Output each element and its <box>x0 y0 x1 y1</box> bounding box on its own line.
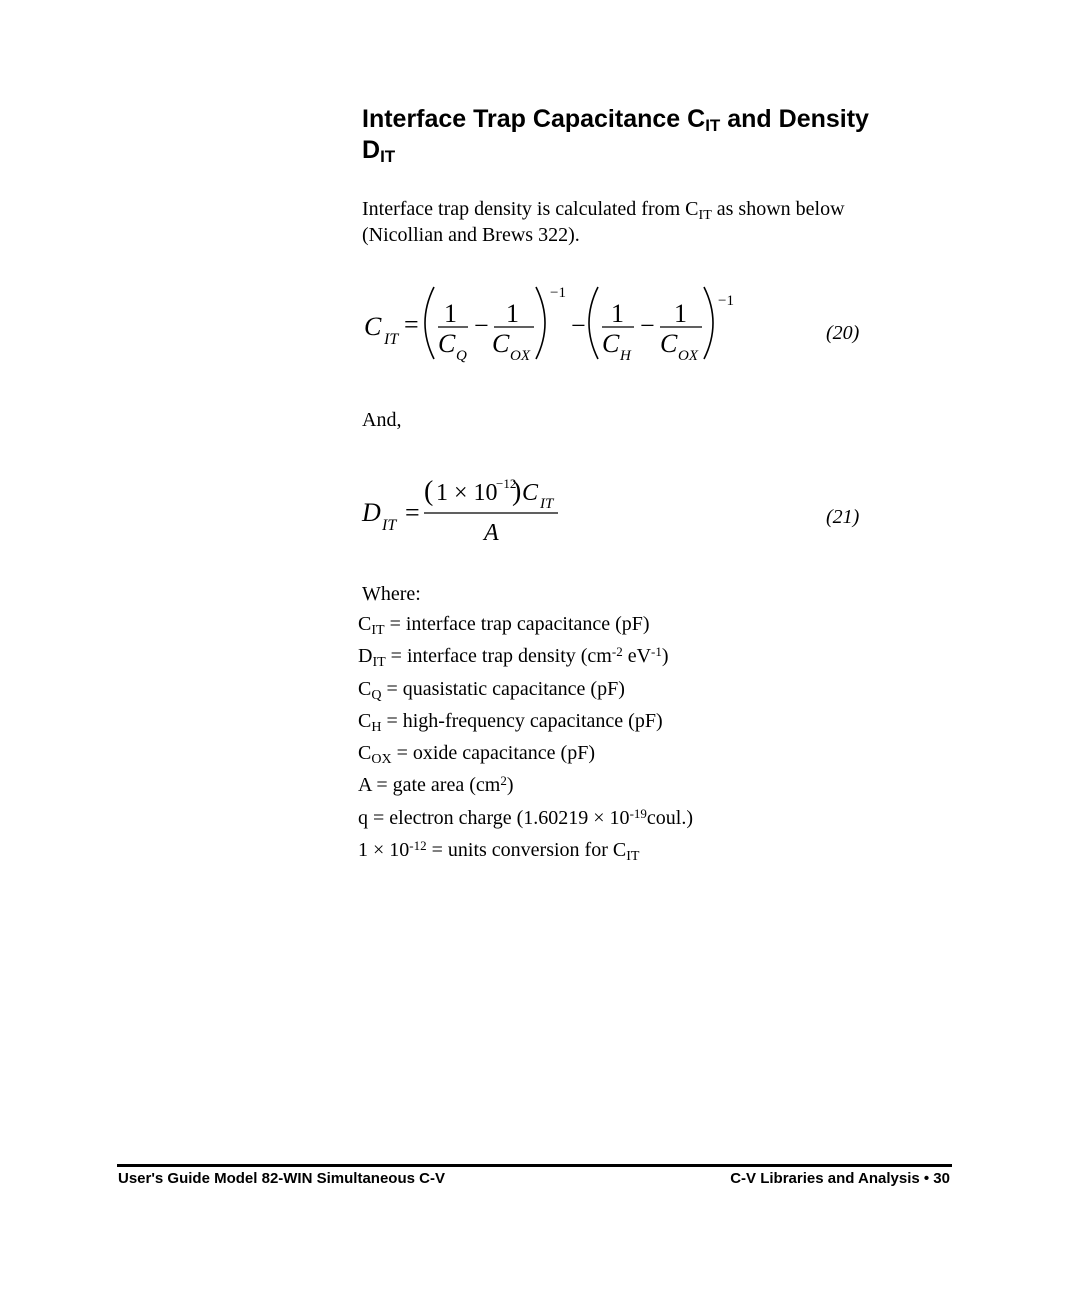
svg-text:Q: Q <box>456 348 467 364</box>
svg-text:=: = <box>405 498 420 527</box>
svg-text:1: 1 <box>611 299 624 328</box>
svg-text:C: C <box>492 329 510 358</box>
svg-text:=: = <box>404 310 419 339</box>
svg-text:−: − <box>640 311 655 340</box>
svg-text:C: C <box>364 312 382 341</box>
where-label: Where: <box>362 583 421 605</box>
svg-text:C: C <box>438 329 456 358</box>
definition-charge: q = electron charge $(1.60219 \times 10^{-19}coul.)$ <box>358 805 693 829</box>
equation-21-number: (21) <box>826 506 860 528</box>
footer-rule <box>117 1164 952 1167</box>
svg-text:OX: OX <box>510 348 530 364</box>
definition-cq: $C_Q$ = quasistatic capacitance (pF) <box>358 677 625 703</box>
heading-line-1: Interface Trap Capacitance $C_{IT}$ and Density <box>362 105 869 135</box>
definition-dit: $D_{IT}$ = interface trap density ($cm^{-2}$ $eV^{-1}$) <box>358 644 669 671</box>
heading-line-2: $D_{IT}$ <box>362 136 396 166</box>
svg-text:−: − <box>474 311 489 340</box>
and-text: And, <box>362 409 402 431</box>
svg-text:1: 1 <box>674 299 687 328</box>
svg-text:IT: IT <box>382 517 397 534</box>
svg-text:A: A <box>484 520 499 546</box>
definitions-list <box>358 608 858 866</box>
svg-text:): ) <box>512 476 522 507</box>
svg-text:C: C <box>660 329 678 358</box>
footer-left: User's Guide Model 82-WIN Simultaneous C-V <box>118 1170 445 1187</box>
section-heading <box>362 104 902 166</box>
svg-text:1: 1 <box>444 299 457 328</box>
definition-cit: $C_{IT}$ = interface trap capacitance (pF) <box>358 613 650 638</box>
svg-text:−: − <box>571 311 586 340</box>
svg-text:1: 1 <box>506 299 519 328</box>
footer-right: C-V Libraries and Analysis • 30 <box>730 1170 950 1187</box>
svg-text:C: C <box>602 329 620 358</box>
svg-text:IT: IT <box>540 496 554 512</box>
equation-20-number: (20) <box>826 322 860 344</box>
svg-text:IT: IT <box>384 331 399 348</box>
definition-conversion: $1 \times 10^{-12}$ = units conversion for $C_{IT}$ <box>358 838 640 865</box>
definition-area: A = gate area $(cm^2)$ <box>358 773 514 797</box>
definition-ch: $C_H$ = high-frequency capacitance (pF) <box>358 709 663 735</box>
svg-text:H: H <box>620 348 631 364</box>
svg-text:D: D <box>362 498 381 527</box>
svg-text:C: C <box>522 480 539 506</box>
svg-text:(: ( <box>424 476 434 507</box>
svg-text:−1: −1 <box>550 285 566 301</box>
svg-text:−12: −12 <box>496 476 517 491</box>
svg-text:−1: −1 <box>718 293 734 309</box>
svg-text:1 × 10: 1 × 10 <box>436 480 498 506</box>
svg-text:OX: OX <box>678 348 698 364</box>
definition-cox: $C_{OX}$ = oxide capacitance (pF) <box>358 742 595 768</box>
intro-paragraph: Interface trap density is calculated from $C_{IT}$ as shown below (Nicollian and Brews 322). <box>362 198 845 246</box>
